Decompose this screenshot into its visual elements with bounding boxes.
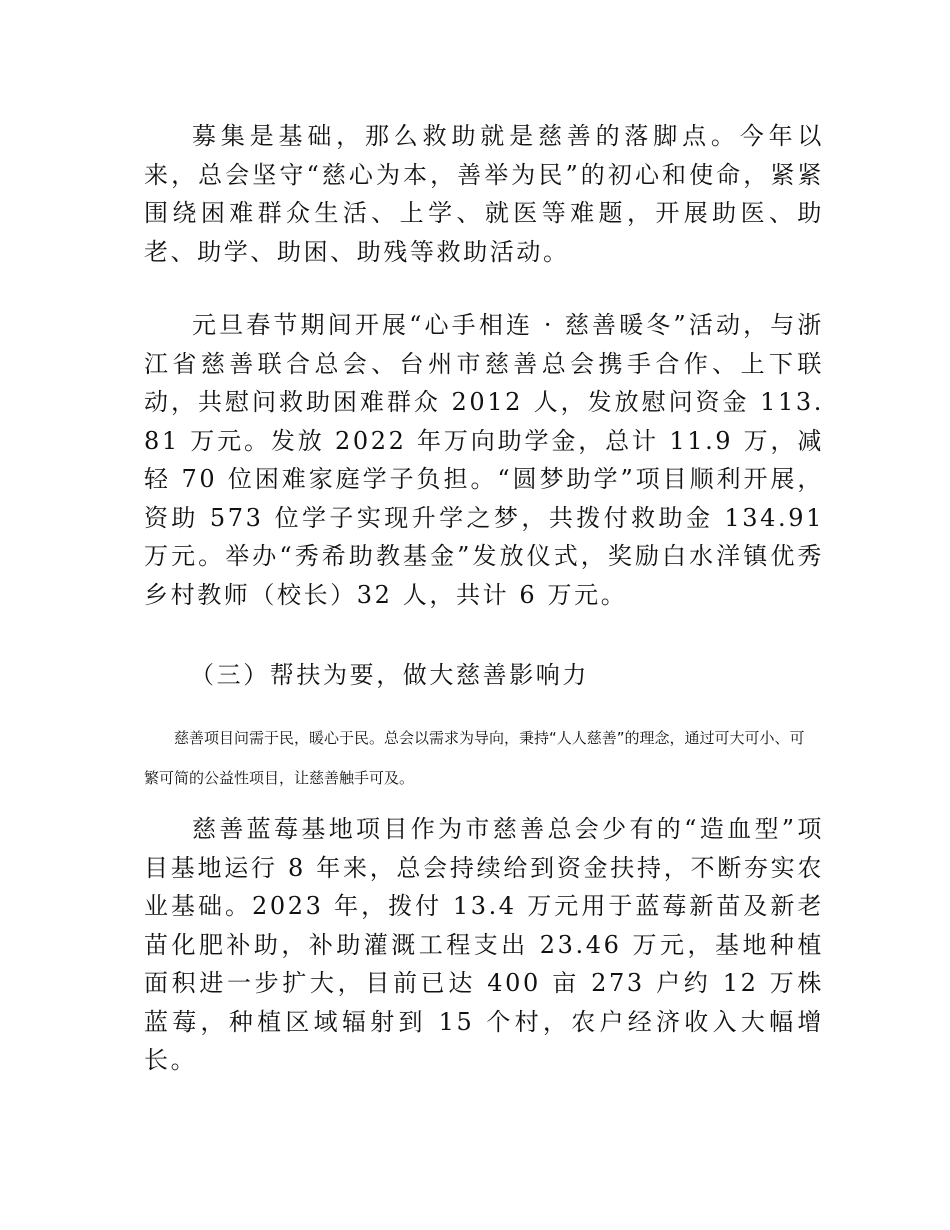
paragraph-relief-overview: 募集是基础，那么救助就是慈善的落脚点。今年以来，总会坚守“慈心为本，善举为民”的初心和使命，紧紧围绕困难群众生活、上学、就医等难题，开展助医、助老、助学、助困、助残等救助活动。 [144, 122, 824, 266]
paragraph-charity-projects: 慈善项目问需于民，暖心于民。总会以需求为导向，秉持“人人慈善”的理念，通过可大可小、可繁可简的公益性项目，让慈善触手可及。 [144, 729, 805, 787]
section-heading: （三）帮扶为要，做大慈善影响力 [190, 661, 589, 689]
paragraph-new-year-activities: 元旦春节期间开展“心手相连 · 慈善暖冬”活动，与浙江省慈善联合总会、台州市慈善总会携手合作、上下联动，共慰问救助困难群众 2012 人，发放慰问资金 113.81 万元。发放 2022 年万向助学金，总计 11.9 万，减轻 70 位困难家庭学子负担。“圆梦助学”项目顺利开展，资助 573 位学子实现升学之梦，共拨付救助金 134.91 万元。举办“秀希助教基金”发放仪式，奖励白水洋镇优秀乡村教师（校长）32 人，共计 6 万元。 [144, 311, 824, 609]
paragraph-blueberry-base: 慈善蓝莓基地项目作为市慈善总会少有的“造血型”项目基地运行 8 年来，总会持续给到资金扶持，不断夯实农业基础。2023 年，拨付 13.4 万元用于蓝莓新苗及新老苗化肥补助，补助灌溉工程支出 23.46 万元，基地种植面积进一步扩大，目前已达 400 亩 273 户约 12 万株蓝莓，种植区域辐射到 15 个村，农户经济收入大幅增长。 [144, 815, 824, 1074]
